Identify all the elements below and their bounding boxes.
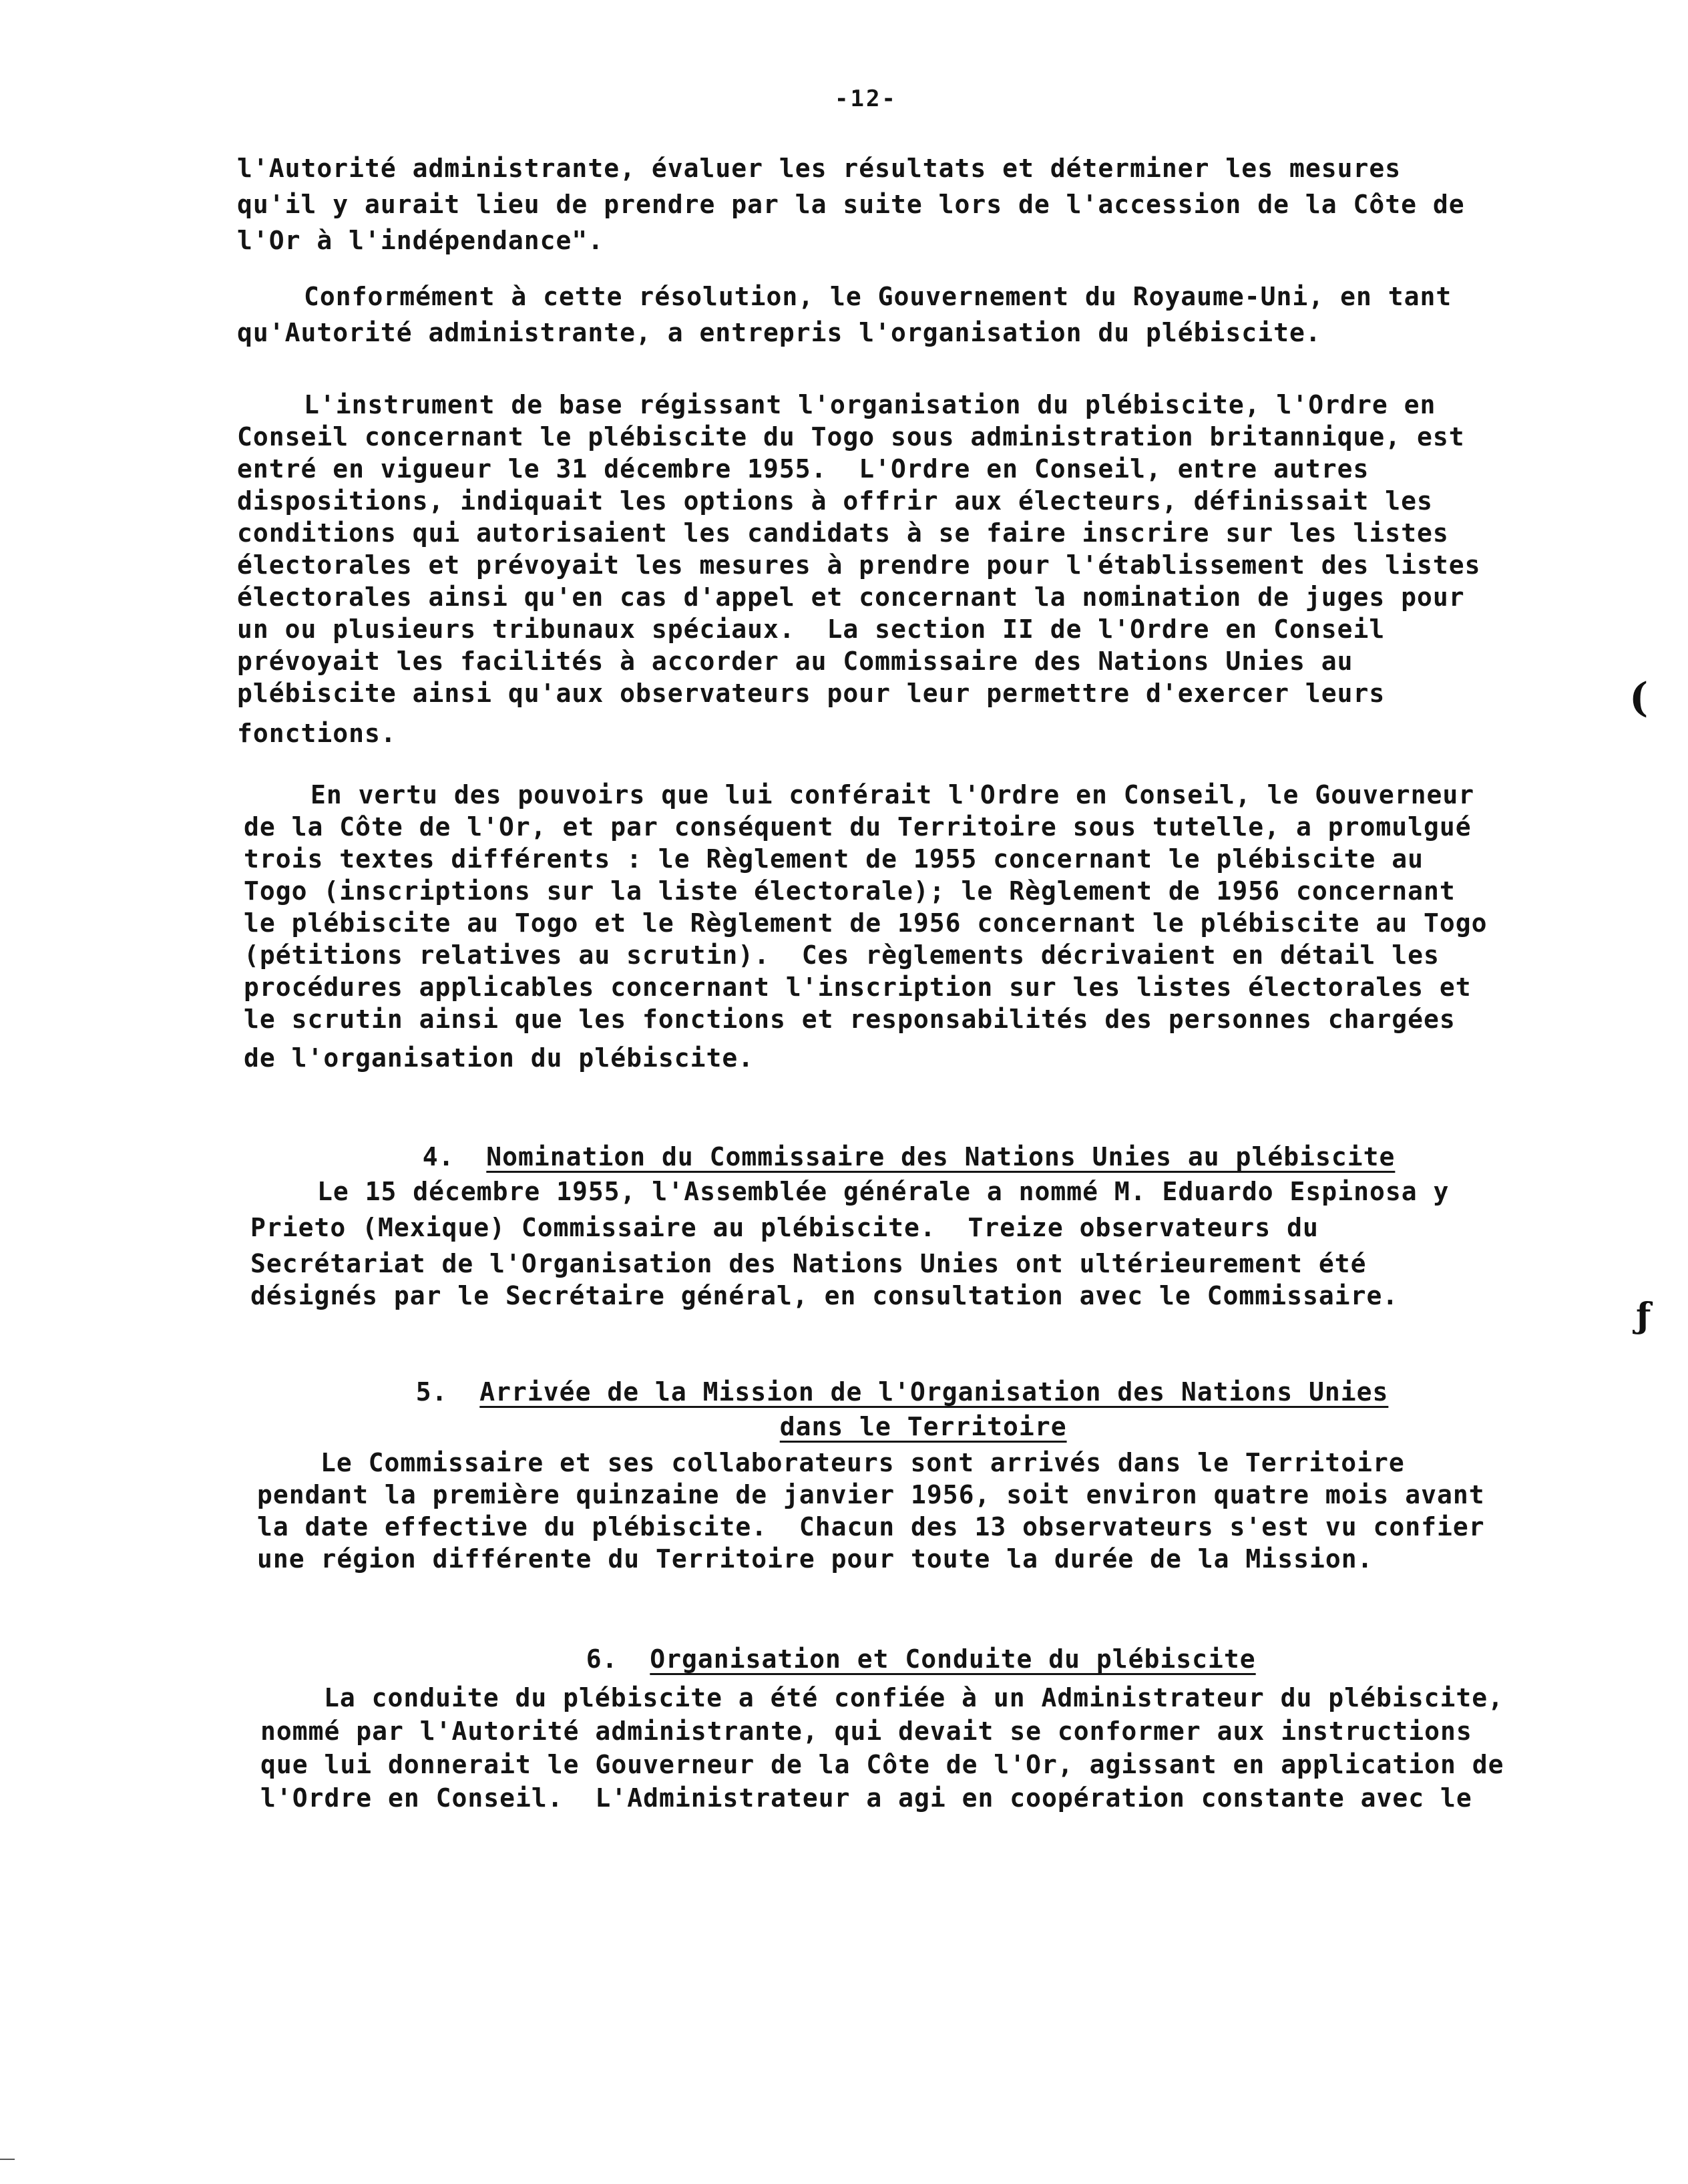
margin-mark-glyph: ƒ bbox=[1636, 1296, 1651, 1336]
text-line: En vertu des pouvoirs que lui conférait l'Ordre en Conseil, le Gouverneur bbox=[310, 780, 1475, 809]
heading-title: Organisation et Conduite du plébiscite bbox=[650, 1644, 1256, 1674]
text-line: électorales ainsi qu'en cas d'appel et concernant la nomination de juges pour bbox=[237, 582, 1465, 612]
text-line: la date effective du plébiscite. Chacun des 13 observateurs s'est vu confier bbox=[257, 1512, 1485, 1541]
heading-title-line-1: Arrivée de la Mission de l'Organisation des Nations Unies bbox=[479, 1377, 1389, 1407]
text-line: prévoyait les facilités à accorder au Commissaire des Nations Unies au bbox=[237, 647, 1353, 676]
margin-mark-bracket: ( bbox=[1629, 675, 1649, 721]
text-line: le plébiscite au Togo et le Règlement de 1956 concernant le plébiscite au Togo bbox=[244, 908, 1488, 938]
text-line: qu'Autorité administrante, a entrepris l'organisation du plébiscite. bbox=[237, 318, 1321, 347]
text-line: Le Commissaire et ses collaborateurs sont arrivés dans le Territoire bbox=[321, 1448, 1405, 1477]
text-line: nommé par l'Autorité administrante, qui devait se conformer aux instructions bbox=[260, 1716, 1472, 1746]
section-heading-6 bbox=[554, 1611, 1256, 1675]
text-line: de la Côte de l'Or, et par conséquent du Territoire sous tutelle, a promulgué bbox=[244, 812, 1472, 842]
text-line: désignés par le Secrétaire général, en consultation avec le Commissaire. bbox=[250, 1281, 1399, 1310]
text-line: l'Or à l'indépendance". bbox=[237, 226, 604, 255]
text-line: procédures applicables concernant l'inscription sur les listes électorales et bbox=[244, 972, 1472, 1002]
text-line: Secrétariat de l'Organisation des Nations Unies ont ultérieurement été bbox=[250, 1249, 1367, 1278]
text-line: (pétitions relatives au scrutin). Ces règlements décrivaient en détail les bbox=[244, 940, 1440, 970]
text-line: trois textes différents : le Règlement de 1955 concernant le plébiscite au bbox=[244, 844, 1424, 874]
section-heading-4 bbox=[391, 1109, 1395, 1173]
text-line: Le 15 décembre 1955, l'Assemblée générale a nommé M. Eduardo Espinosa y bbox=[317, 1177, 1450, 1206]
section-heading-5-continued bbox=[748, 1379, 1067, 1443]
page-number: -12- bbox=[835, 85, 897, 112]
text-line: Togo (inscriptions sur la liste électorale); le Règlement de 1956 concernant bbox=[244, 876, 1456, 906]
text-line: une région différente du Territoire pour toute la durée de la Mission. bbox=[257, 1544, 1374, 1574]
text-line: pendant la première quinzaine de janvier 1956, soit environ quatre mois avant bbox=[257, 1480, 1485, 1509]
heading-number: 5. bbox=[415, 1377, 448, 1407]
text-line: Conseil concernant le plébiscite du Togo sous administration britannique, est bbox=[237, 422, 1465, 451]
text-line: l'Autorité administrante, évaluer les résultats et déterminer les mesures bbox=[237, 154, 1402, 183]
heading-title-line-2: dans le Territoire bbox=[779, 1412, 1067, 1441]
text-line: plébiscite ainsi qu'aux observateurs pour leur permettre d'exercer leurs bbox=[237, 679, 1386, 708]
text-line: électorales et prévoyait les mesures à prendre pour l'établissement des listes bbox=[237, 550, 1481, 580]
text-line: dispositions, indiquait les options à offrir aux électeurs, définissait les bbox=[237, 486, 1433, 516]
heading-number: 6. bbox=[586, 1644, 618, 1674]
text-line: qu'il y aurait lieu de prendre par la suite lors de l'accession de la Côte de bbox=[237, 190, 1465, 219]
text-line: que lui donnerait le Gouverneur de la Côte de l'Or, agissant en application de bbox=[260, 1750, 1504, 1779]
text-line: un ou plusieurs tribunaux spéciaux. La section II de l'Ordre en Conseil bbox=[237, 614, 1386, 644]
text-line: Conformément à cette résolution, le Gouvernement du Royaume-Uni, en tant bbox=[304, 282, 1452, 311]
text-line: La conduite du plébiscite a été confiée à un Administrateur du plébiscite, bbox=[324, 1683, 1504, 1712]
text-line: l'Ordre en Conseil. L'Administrateur a agi en coopération constante avec le bbox=[260, 1783, 1472, 1813]
heading-number: 4. bbox=[422, 1142, 455, 1171]
text-line: le scrutin ainsi que les fonctions et responsabilités des personnes chargées bbox=[244, 1005, 1456, 1034]
heading-title: Nomination du Commissaire des Nations Unies au plébiscite bbox=[486, 1142, 1396, 1171]
text-line: de l'organisation du plébiscite. bbox=[244, 1043, 755, 1073]
text-line: fonctions. bbox=[237, 719, 397, 748]
text-line: L'instrument de base régissant l'organisation du plébiscite, l'Ordre en bbox=[304, 390, 1436, 419]
corner-scan-mark bbox=[0, 2159, 15, 2160]
text-line: entré en vigueur le 31 décembre 1955. L'Ordre en Conseil, entre autres bbox=[237, 454, 1369, 484]
text-line: conditions qui autorisaient les candidats à se faire inscrire sur les listes bbox=[237, 518, 1449, 548]
text-line: Prieto (Mexique) Commissaire au plébiscite. Treize observateurs du bbox=[250, 1213, 1319, 1242]
